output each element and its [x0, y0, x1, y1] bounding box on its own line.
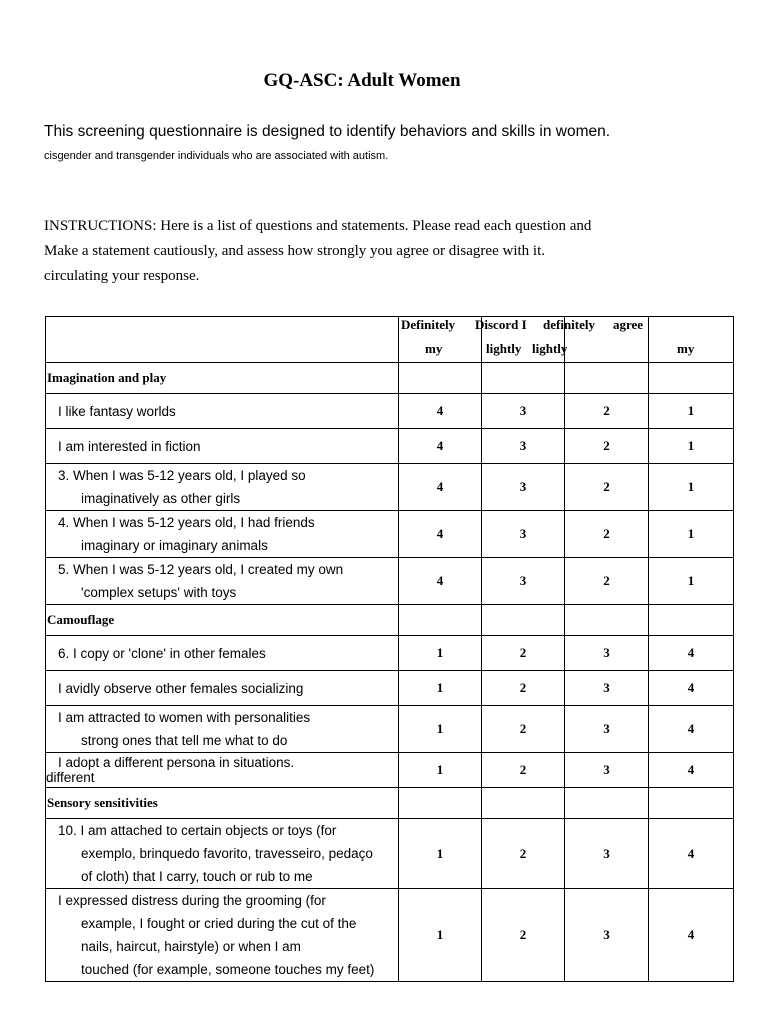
table-row — [46, 464, 734, 511]
score-cell[interactable]: 1 — [399, 819, 482, 889]
question-text: I am attracted to women with personalities strong ones that tell me what to do — [46, 706, 399, 753]
score-cell[interactable]: 1 — [649, 464, 734, 511]
question-text: 3. When I was 5-12 years old, I played so imaginatively as other girls — [46, 464, 399, 511]
score-cell[interactable]: 1 — [399, 706, 482, 753]
score-cell[interactable]: 4 — [649, 819, 734, 889]
score-cell[interactable]: 1 — [399, 889, 482, 982]
header-label: lightly — [486, 341, 522, 356]
table-row — [46, 889, 734, 982]
score-cell[interactable]: 3 — [482, 429, 565, 464]
section-row — [46, 363, 734, 394]
question-text: 5. When I was 5-12 years old, I created my own 'complex setups' with toys — [46, 558, 399, 605]
section-title: Imagination and play — [46, 363, 399, 394]
score-cell[interactable]: 4 — [399, 429, 482, 464]
table-row — [46, 636, 734, 671]
table-header-row — [46, 317, 734, 363]
score-cell[interactable]: 3 — [482, 558, 565, 605]
score-cell[interactable]: 3 — [565, 889, 649, 982]
score-cell[interactable]: 2 — [565, 558, 649, 605]
score-cell[interactable]: 2 — [482, 671, 565, 706]
header-label: my — [425, 341, 443, 356]
score-cell[interactable]: 3 — [565, 819, 649, 889]
question-text: I expressed distress during the grooming (for example, I fought or cried during the cut of the nails, haircut, hairstyle) or when I am touched (for example, someone touches my feet) — [46, 889, 399, 982]
header-label: Definitely — [401, 317, 456, 332]
instructions-line: INSTRUCTIONS: Here is a list of questions and statements. Please read each question and — [44, 218, 592, 234]
header-label: agree — [613, 317, 644, 332]
question-text: I am interested in fiction — [46, 429, 399, 464]
score-cell[interactable]: 2 — [565, 464, 649, 511]
table-row — [46, 394, 734, 429]
score-cell[interactable]: 4 — [649, 753, 734, 788]
score-cell[interactable]: 1 — [399, 753, 482, 788]
score-cell[interactable]: 2 — [482, 706, 565, 753]
score-cell[interactable]: 1 — [649, 558, 734, 605]
score-cell[interactable]: 4 — [649, 671, 734, 706]
score-cell[interactable]: 3 — [565, 753, 649, 788]
score-cell[interactable]: 2 — [565, 394, 649, 429]
question-text: 10. I am attached to certain objects or toys (for exemplo, brinquedo favorito, travesseiro, pedaço of cloth) that I carry, touch or rub to me — [46, 819, 399, 889]
question-text: I like fantasy worlds — [46, 394, 399, 429]
section-title: Camouflage — [46, 605, 399, 636]
table-row — [46, 511, 734, 558]
header-label: my — [677, 341, 695, 356]
score-cell[interactable]: 3 — [565, 671, 649, 706]
score-cell[interactable]: 1 — [649, 394, 734, 429]
score-cell[interactable]: 2 — [565, 511, 649, 558]
score-cell[interactable]: 1 — [399, 671, 482, 706]
intro-subtext: cisgender and transgender individuals who are associated with autism. — [44, 150, 389, 162]
section-row — [46, 788, 734, 819]
score-cell[interactable]: 3 — [482, 394, 565, 429]
intro-text: This screening questionnaire is designed to identify behaviors and skills in women. — [44, 123, 611, 140]
question-text: 6. I copy or 'clone' in other females — [46, 636, 399, 671]
score-cell[interactable]: 3 — [565, 636, 649, 671]
score-cell[interactable]: 3 — [482, 464, 565, 511]
header-label: lightly — [532, 341, 568, 356]
instructions-line: circulating your response. — [44, 268, 200, 284]
table-row — [46, 706, 734, 753]
questionnaire-table — [45, 316, 734, 982]
section-row — [46, 605, 734, 636]
header-empty-cell — [46, 317, 399, 363]
score-cell[interactable]: 2 — [482, 819, 565, 889]
score-cell[interactable]: 4 — [649, 636, 734, 671]
section-title: Sensory sensitivities — [46, 788, 399, 819]
score-cell[interactable]: 1 — [649, 511, 734, 558]
score-cell[interactable]: 2 — [482, 753, 565, 788]
score-cell[interactable]: 4 — [399, 464, 482, 511]
score-cell[interactable]: 1 — [649, 429, 734, 464]
score-cell[interactable]: 4 — [399, 558, 482, 605]
score-cell[interactable]: 4 — [399, 394, 482, 429]
score-cell[interactable]: 3 — [565, 706, 649, 753]
instructions-line: Make a statement cautiously, and assess how strongly you agree or disagree with it. — [44, 243, 545, 259]
score-cell[interactable]: 3 — [482, 511, 565, 558]
score-cell[interactable]: 4 — [399, 511, 482, 558]
header-col-4 — [613, 317, 734, 363]
score-cell[interactable]: 2 — [565, 429, 649, 464]
table-row — [46, 558, 734, 605]
question-text: 4. When I was 5-12 years old, I had friends imaginary or imaginary animals — [46, 511, 399, 558]
header-label: Discord I — [475, 317, 527, 332]
table-row — [46, 819, 734, 889]
table-row — [46, 753, 734, 788]
header-col-1 — [399, 317, 482, 363]
header-label: definitely — [543, 317, 595, 332]
table-row — [46, 429, 734, 464]
document-title: GQ-ASC: Adult Women — [263, 70, 461, 91]
score-cell[interactable]: 2 — [482, 636, 565, 671]
question-text: I adopt a different persona in situations. different — [46, 753, 399, 788]
score-cell[interactable]: 1 — [399, 636, 482, 671]
score-cell[interactable]: 4 — [649, 889, 734, 982]
score-cell[interactable]: 2 — [482, 889, 565, 982]
table-row — [46, 671, 734, 706]
question-text: I avidly observe other females socializing — [46, 671, 399, 706]
score-cell[interactable]: 4 — [649, 706, 734, 753]
